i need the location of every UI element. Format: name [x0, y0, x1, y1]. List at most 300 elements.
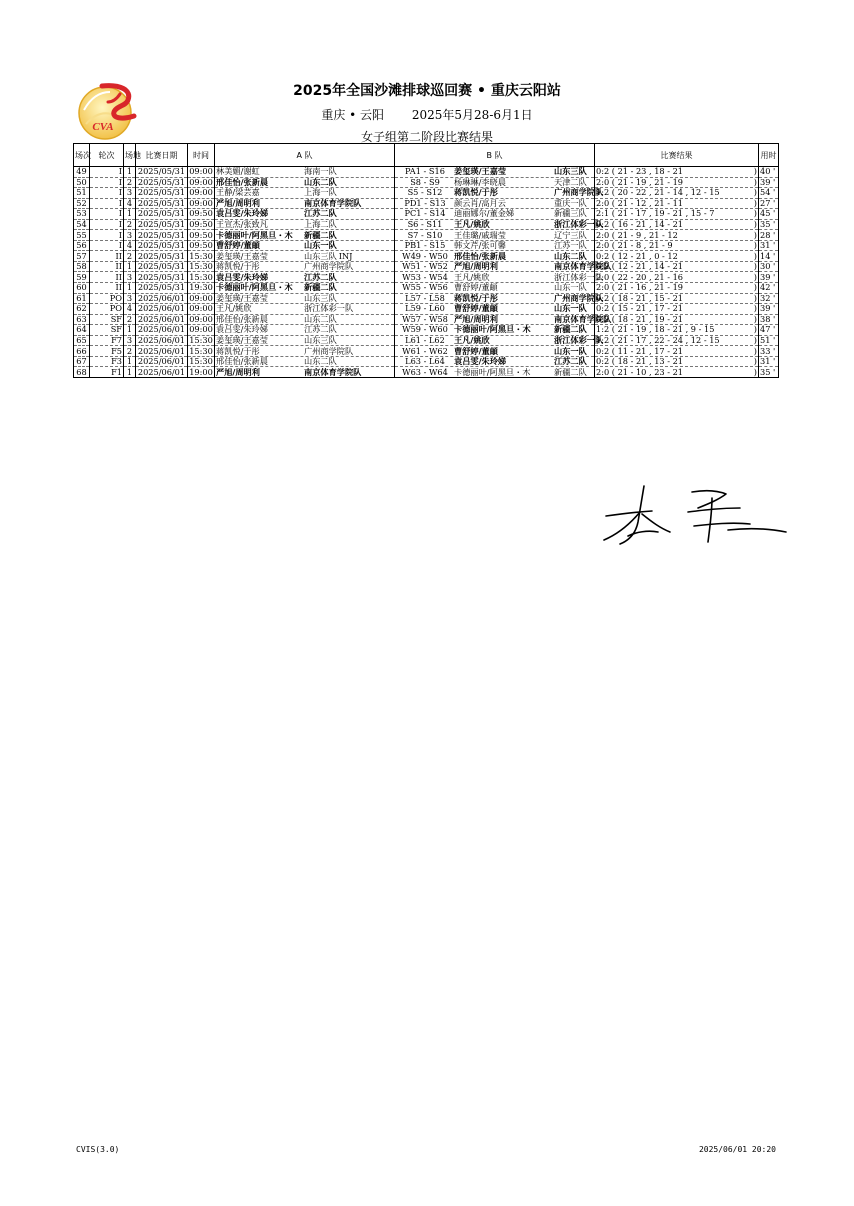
bracket-slot: L57 - L58	[405, 292, 445, 303]
team-b-name: 山东三队	[554, 166, 587, 177]
match-score	[595, 314, 759, 325]
bracket-slot: S5 - S12	[407, 187, 443, 198]
match-no: 65	[74, 335, 90, 346]
col-score: 比赛结果	[595, 144, 759, 167]
score-close-paren: )	[753, 229, 757, 240]
match-no: 67	[74, 356, 90, 367]
score-text: 2:0 ( 21 - 16 , 21 - 19	[596, 282, 684, 293]
team-a-name: 江苏二队	[304, 208, 337, 219]
team-b-players: 韩文芹/张可馨	[454, 240, 506, 251]
table-row	[74, 167, 779, 178]
team-b-players: 曹舒婷/董頔	[454, 345, 498, 356]
team-b-cell	[395, 251, 595, 262]
match-score	[595, 325, 759, 336]
team-b-name: 山东一队	[554, 303, 587, 314]
team-b-players: 王凡/姚欣	[454, 271, 490, 282]
round: F7	[90, 335, 124, 346]
team-b-cell	[395, 240, 595, 251]
round: PO	[90, 293, 124, 304]
match-time: 09:00	[189, 313, 213, 324]
signature	[600, 482, 790, 552]
score-close-paren: )	[753, 261, 757, 272]
team-a-cell	[215, 335, 395, 346]
court: 1	[124, 167, 136, 178]
team-b-players: 卡德丽叶/阿黑旦・木	[454, 366, 531, 377]
team-b-cell	[395, 219, 604, 230]
team-a-players: 袁吕雯/朱玲娣	[216, 208, 269, 219]
table-row	[74, 219, 779, 230]
team-b-players: 迪丽娜尔/董金娣	[454, 208, 515, 219]
team-b-name: 辽宁三队	[554, 229, 587, 240]
match-date: 2025/05/31	[136, 251, 188, 262]
team-a-cell	[215, 198, 395, 209]
match-score	[595, 293, 759, 304]
score-close-paren: )	[753, 292, 757, 303]
round: I	[90, 167, 124, 178]
team-a-players: 王宣杰/张致凡	[216, 219, 268, 229]
team-b-name: 新疆二队	[554, 324, 587, 335]
bracket-slot: PA1 - S16	[405, 166, 445, 177]
court: 3	[124, 272, 136, 283]
court: 3	[124, 335, 136, 346]
match-date: 2025/05/31	[136, 283, 188, 294]
match-score	[595, 346, 759, 357]
court: 2	[124, 314, 136, 325]
match-time: 09:50	[189, 208, 213, 219]
bracket-slot: S7 - S10	[407, 229, 443, 240]
court: 4	[124, 198, 136, 209]
team-b-players: 王佳璐/戚瑞莹	[454, 229, 506, 240]
round: I	[90, 198, 124, 209]
col-time: 时间	[188, 144, 215, 167]
match-duration: 32 '	[759, 293, 779, 304]
team-b-name: 山东二队	[554, 250, 587, 261]
match-score	[595, 272, 759, 283]
team-b-name: 浙江体彩一队	[554, 271, 604, 282]
score-text: 0:2 ( 15 - 21 , 17 - 21	[596, 303, 684, 314]
team-b-name: 天津二队	[554, 176, 587, 187]
match-date: 2025/06/01	[136, 314, 188, 325]
match-duration: 14 '	[759, 251, 779, 262]
team-a-cell	[215, 188, 395, 199]
table-header-row	[74, 144, 779, 167]
score-text: 2:0 ( 21 - 12 , 21 - 11	[596, 197, 684, 208]
team-b-cell	[395, 271, 604, 283]
round: I	[90, 230, 124, 241]
match-time: 09:00	[189, 292, 213, 303]
team-b-cell	[395, 335, 604, 346]
team-b-cell	[395, 209, 595, 220]
match-no: 66	[74, 346, 90, 357]
round: II	[90, 272, 124, 283]
table-row	[74, 293, 779, 304]
team-b-name: 山东一队	[554, 282, 587, 293]
team-b-players: 袁吕雯/朱玲娣	[454, 356, 507, 367]
team-a-name: 广州商学院队	[304, 261, 354, 272]
bracket-slot: PD1 - S13	[404, 197, 446, 208]
table-row	[74, 177, 779, 188]
match-date: 2025/05/31	[136, 272, 188, 283]
match-no: 64	[74, 325, 90, 336]
bracket-slot: S6 - S11	[407, 219, 443, 229]
bracket-slot: W49 - W50	[402, 250, 448, 261]
team-a-name: 浙江体彩一队	[304, 303, 354, 314]
team-b-players: 曹舒婷/董頔	[454, 282, 498, 293]
court: 1	[124, 261, 136, 272]
match-duration: 31 '	[759, 356, 779, 367]
round: F3	[90, 356, 124, 367]
col-court: 场地	[124, 144, 136, 167]
team-a-players: 袁吕雯/朱玲娣	[216, 324, 268, 335]
court: 2	[124, 177, 136, 188]
match-duration: 31 '	[759, 240, 779, 251]
match-date: 2025/06/01	[136, 367, 188, 378]
match-time: 09:00	[189, 176, 213, 187]
event-dates: 2025年5月28-6月1日	[411, 108, 533, 122]
team-b-players: 邢佳怡/张新晨	[454, 250, 507, 261]
team-b-cell	[395, 304, 595, 315]
team-a-name: 山东三队	[304, 250, 337, 261]
table-row	[74, 283, 779, 294]
match-date: 2025/05/31	[136, 230, 188, 241]
match-date: 2025/06/01	[136, 356, 188, 367]
match-no: 62	[74, 304, 90, 315]
team-b-cell	[395, 177, 595, 188]
match-time: 19:30	[189, 282, 213, 293]
team-a-players: 蒋凯悦/于彤	[216, 261, 260, 272]
bracket-slot: W59 - W60	[402, 324, 448, 335]
team-a-cell	[215, 367, 395, 378]
team-b-name: 浙江体彩一队	[554, 335, 604, 346]
team-a-cell	[215, 230, 395, 241]
team-a-cell	[215, 356, 395, 367]
match-time: 15:30	[189, 345, 213, 356]
team-a-players: 姜玺瑛/王嘉莹	[216, 335, 268, 346]
match-time: 15:30	[189, 261, 213, 272]
team-a-name: 江苏二队	[304, 271, 337, 282]
match-duration: 42 '	[759, 283, 779, 294]
bracket-slot: W63 - W64	[402, 366, 448, 377]
match-no: 59	[74, 272, 90, 283]
match-no: 49	[74, 167, 90, 178]
bracket-slot: L59 - L60	[405, 303, 445, 314]
team-a-name: 南京体育学院队	[304, 197, 362, 208]
team-a-name: 广州商学院队	[304, 345, 354, 356]
team-a-cell	[215, 325, 395, 336]
team-b-cell	[395, 283, 595, 294]
team-b-players: 王凡/姚欣	[454, 219, 490, 229]
team-b-players: 蒋凯悦/于彤	[454, 292, 498, 303]
match-time: 09:00	[189, 303, 213, 314]
score-close-paren: )	[753, 197, 757, 208]
col-round: 轮次	[90, 144, 124, 167]
match-time: 15:30	[189, 250, 213, 261]
team-a-players: 王静/梁芸嘉	[216, 187, 260, 198]
score-text: 0:2 ( 18 - 21 , 15 - 21	[596, 292, 684, 303]
match-duration: 35 '	[759, 367, 779, 378]
team-a-name: 山东一队	[304, 240, 337, 251]
team-b-name: 新疆二队	[554, 366, 587, 377]
team-b-cell	[395, 292, 604, 304]
team-a-cell	[215, 240, 395, 251]
team-a-players: 邢佳怡/张新晨	[216, 356, 268, 367]
match-score	[595, 356, 759, 367]
match-score	[595, 240, 759, 251]
team-b-cell	[395, 346, 595, 357]
match-time: 09:00	[189, 166, 213, 177]
score-close-paren: )	[753, 219, 757, 229]
table-row	[74, 251, 779, 262]
match-score	[595, 251, 759, 262]
event-info	[0, 106, 854, 123]
match-score	[595, 209, 759, 220]
match-time: 09:00	[189, 324, 213, 335]
match-date: 2025/06/01	[136, 335, 188, 346]
table-row	[74, 335, 779, 346]
stage-title: 女子组第二阶段比赛结果	[360, 130, 493, 144]
match-duration: 45 '	[759, 209, 779, 220]
match-duration: 39 '	[759, 304, 779, 315]
team-a-cell	[215, 209, 395, 220]
team-b-cell	[395, 187, 604, 199]
score-close-paren: )	[753, 303, 757, 314]
team-b-players: 严旭/周明利	[454, 313, 498, 324]
match-no: 50	[74, 177, 90, 188]
match-score	[595, 367, 759, 378]
score-close-paren: )	[753, 356, 757, 367]
team-b-cell	[395, 230, 595, 241]
col-date: 比赛日期	[136, 144, 188, 167]
team-a-name: 山东二队	[304, 356, 337, 367]
team-a-players: 卡德丽叶/阿黑旦・木	[216, 229, 293, 240]
round: SF	[90, 325, 124, 336]
table-row	[74, 261, 779, 272]
score-close-paren: )	[753, 271, 757, 282]
table-row	[74, 304, 779, 315]
round: II	[90, 261, 124, 272]
match-date: 2025/05/31	[136, 188, 188, 199]
bracket-slot: L63 - L64	[405, 356, 445, 367]
match-date: 2025/05/31	[136, 240, 188, 251]
court: 1	[124, 283, 136, 294]
score-close-paren: )	[753, 282, 757, 293]
match-time: 09:50	[189, 240, 213, 251]
score-text: 0:2 ( 11 - 21 , 17 - 21	[596, 345, 684, 356]
team-a-cell	[215, 346, 395, 357]
team-a-cell	[215, 177, 395, 188]
bracket-slot: W51 - W52	[402, 261, 448, 272]
team-b-name: 江苏二队	[554, 356, 587, 367]
score-text: 2:0 ( 22 - 20 , 21 - 16	[596, 271, 684, 282]
team-a-cell	[215, 314, 395, 325]
software-version: CVIS(3.0)	[76, 1145, 120, 1154]
match-score	[595, 304, 759, 315]
court: 3	[124, 188, 136, 199]
round: I	[90, 177, 124, 188]
team-a-name: 上海一队	[304, 187, 337, 198]
team-b-players: 颜云肖/高月云	[454, 197, 506, 208]
score-text: 2:1 ( 21 - 17 , 19 - 21 , 15 - 7	[596, 208, 715, 219]
score-close-paren: )	[753, 208, 757, 219]
col-no: 场次	[74, 144, 90, 167]
round: II	[90, 251, 124, 262]
score-close-paren: )	[753, 166, 757, 177]
score-text: 0:2 ( 12 - 21 , 14 - 21	[596, 261, 684, 272]
score-close-paren: )	[753, 335, 757, 346]
match-score	[595, 198, 759, 209]
team-a-cell	[215, 251, 395, 262]
team-b-players: 姜玺瑛/王嘉莹	[454, 166, 507, 177]
team-a-cell	[215, 261, 395, 272]
results-table	[73, 143, 779, 378]
match-time: 09:50	[189, 229, 213, 240]
score-text: 2:0 ( 21 - 19 , 21 - 19	[596, 176, 684, 187]
team-a-name: 上海二队	[304, 219, 337, 229]
team-a-players: 严旭/周明利	[216, 197, 260, 208]
team-a-players: 王凡/姚欣	[216, 303, 252, 314]
score-text: 0:2 ( 21 - 23 , 18 - 21	[596, 166, 684, 177]
team-a-cell	[215, 283, 395, 294]
table-row	[74, 356, 779, 367]
team-b-cell	[395, 198, 595, 209]
match-time: 09:50	[189, 219, 213, 229]
match-duration: 27 '	[759, 198, 779, 209]
col-team-b: B 队	[395, 144, 595, 167]
court: 3	[124, 230, 136, 241]
team-a-players: 卡德丽叶/阿黑旦・木	[216, 282, 293, 293]
match-duration: 54 '	[759, 188, 779, 199]
match-time: 15:30	[189, 335, 213, 346]
team-b-players: 杨琳琳/李晓晨	[454, 176, 506, 187]
match-score	[595, 167, 759, 178]
team-a-name: 南京体育学院队	[304, 366, 362, 377]
team-a-players: 袁吕雯/朱玲娣	[216, 271, 269, 282]
match-date: 2025/06/01	[136, 346, 188, 357]
table-row	[74, 198, 779, 209]
team-a-players: 严旭/周明利	[216, 366, 260, 377]
match-no: 53	[74, 209, 90, 220]
bracket-slot: S8 - S9	[410, 176, 440, 187]
court: 2	[124, 251, 136, 262]
team-b-cell	[395, 367, 595, 378]
court: 4	[124, 304, 136, 315]
results-body	[74, 167, 779, 378]
table-row	[74, 314, 779, 325]
team-b-name: 重庆一队	[554, 197, 587, 208]
match-time: 09:00	[189, 197, 213, 208]
team-b-name: 广州商学院队	[554, 292, 604, 303]
score-close-paren: )	[753, 345, 757, 356]
bracket-slot: PB1 - S15	[404, 240, 446, 251]
score-text: 0:2 ( 12 - 21 , 0 - 12	[596, 250, 678, 261]
match-no: 51	[74, 188, 90, 199]
match-score	[595, 177, 759, 188]
match-date: 2025/05/31	[136, 167, 188, 178]
score-text: 2:0 ( 21 - 8 , 21 - 9	[596, 240, 673, 251]
score-text: 2:0 ( 21 - 10 , 23 - 21	[596, 366, 684, 377]
team-a-players: 林美媚/谢虹	[216, 166, 260, 177]
team-a-cell	[215, 272, 395, 283]
match-no: 55	[74, 230, 90, 241]
team-b-players: 蒋凯悦/于彤	[454, 187, 498, 198]
table-row	[74, 325, 779, 336]
team-b-cell	[395, 313, 612, 325]
team-a-name: 海南一队	[304, 166, 337, 177]
team-b-name: 新疆三队	[554, 208, 587, 219]
court: 2	[124, 219, 136, 230]
table-row	[74, 346, 779, 357]
team-b-name: 浙江体彩一队	[554, 219, 604, 229]
page-title: 2025年全国沙滩排球巡回赛 • 重庆云阳站	[293, 83, 561, 99]
col-team-a: A 队	[215, 144, 395, 167]
team-a-players: 姜玺瑛/王嘉莹	[216, 250, 268, 261]
team-a-players: 蒋凯悦/于彤	[216, 345, 260, 356]
team-b-name: 江苏一队	[554, 240, 587, 251]
table-row	[74, 272, 779, 283]
match-time: 15:30	[189, 271, 213, 282]
court: 2	[124, 346, 136, 357]
team-b-players: 严旭/周明利	[454, 261, 498, 272]
match-no: 58	[74, 261, 90, 272]
court: 1	[124, 325, 136, 336]
score-text: 1:2 ( 21 - 17 , 22 - 24 , 12 - 15	[596, 335, 720, 346]
bracket-slot: W53 - W54	[402, 271, 448, 282]
team-b-name: 广州商学院队	[554, 187, 604, 198]
round: F5	[90, 346, 124, 357]
match-duration: 30 '	[759, 261, 779, 272]
score-close-paren: )	[753, 240, 757, 251]
team-a-name: 江苏二队	[304, 324, 337, 335]
match-date: 2025/05/31	[136, 261, 188, 272]
team-a-name: 山东三队	[304, 335, 337, 346]
score-close-paren: )	[753, 187, 757, 198]
round: SF	[90, 314, 124, 325]
match-no: 60	[74, 283, 90, 294]
team-a-note: INJ	[338, 250, 353, 261]
score-text: 1:2 ( 20 - 22 , 21 - 14 , 12 - 15	[596, 187, 720, 198]
match-date: 2025/06/01	[136, 325, 188, 336]
team-a-cell	[215, 167, 395, 178]
match-date: 2025/05/31	[136, 198, 188, 209]
match-duration: 28 '	[759, 230, 779, 241]
team-a-name: 山东二队	[304, 176, 337, 187]
match-no: 57	[74, 251, 90, 262]
round: II	[90, 283, 124, 294]
table-row	[74, 240, 779, 251]
match-no: 61	[74, 293, 90, 304]
match-date: 2025/05/31	[136, 209, 188, 220]
score-text: 0:2 ( 18 - 21 , 19 - 21	[596, 313, 684, 324]
logo-text: CVA	[92, 121, 114, 133]
match-score	[595, 261, 759, 272]
score-close-paren: )	[753, 366, 757, 377]
match-no: 56	[74, 240, 90, 251]
court: 1	[124, 356, 136, 367]
match-score	[595, 335, 759, 346]
match-time: 09:00	[189, 187, 213, 198]
score-close-paren: )	[753, 313, 757, 324]
score-close-paren: )	[753, 250, 757, 261]
match-time: 15:30	[189, 356, 213, 367]
match-score	[595, 219, 759, 230]
match-duration: 33 '	[759, 346, 779, 357]
location: 重庆 • 云阳	[321, 108, 385, 122]
match-duration: 39 '	[759, 177, 779, 188]
court: 3	[124, 293, 136, 304]
score-text: 0:2 ( 18 - 21 , 13 - 21	[596, 356, 684, 367]
table-row	[74, 230, 779, 241]
round: I	[90, 240, 124, 251]
